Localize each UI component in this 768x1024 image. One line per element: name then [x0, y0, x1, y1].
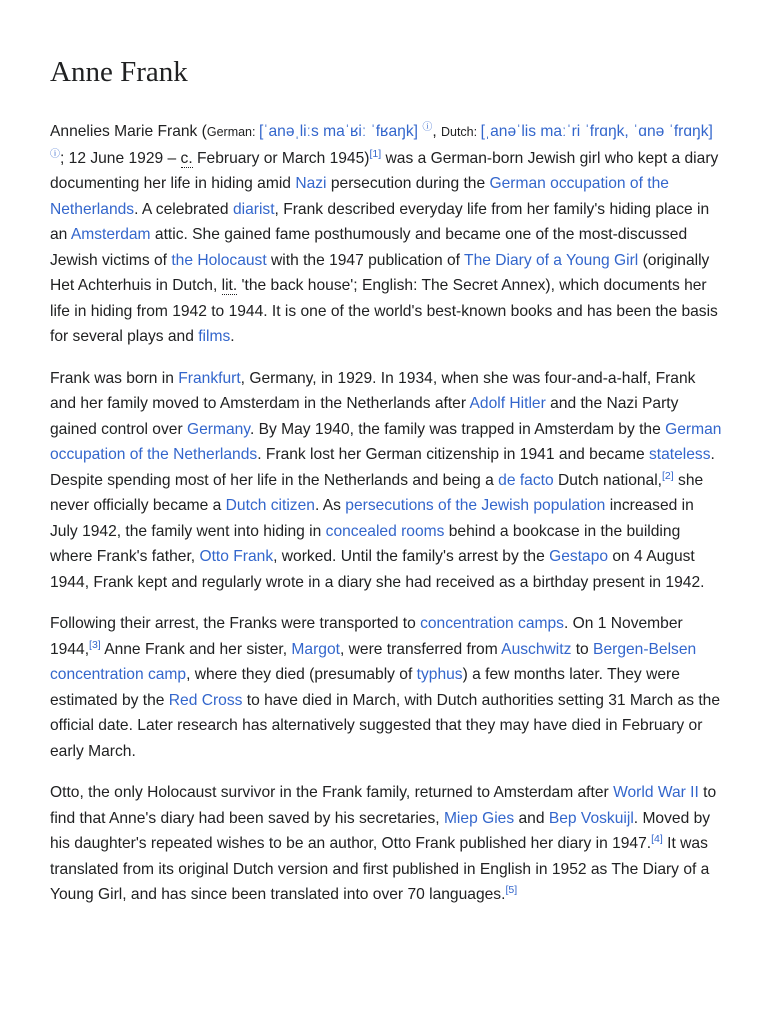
link-bergen-belsen[interactable]: Bergen-Belsen concentration camp [50, 640, 697, 683]
link-frankfurt[interactable]: Frankfurt [178, 369, 241, 387]
link-germany[interactable]: Germany [186, 420, 250, 438]
link-gestapo[interactable]: Gestapo [549, 548, 609, 565]
text: with the 1947 publication of [266, 251, 465, 269]
text: 'the back house'; English: The Secret Annex), which documents her life in hiding from 1942 to 1944. It is one of the world's best-known books and has been the basis for several plays and [50, 277, 718, 345]
link-stateless[interactable]: stateless [648, 446, 711, 463]
link-red-cross[interactable]: Red Cross [168, 691, 243, 709]
paragraph-arrest [50, 611, 722, 764]
text: to find that Anne's diary had been saved by his secretaries, [50, 784, 717, 827]
paragraph-legacy [50, 780, 722, 908]
text: to have died in March, with Dutch authorities setting 31 March as the official date. Later research has alternatively suggested that they may have died in February or early March. [50, 691, 721, 760]
text: Dutch national, [553, 471, 663, 489]
reference-5-link[interactable]: [5] [505, 883, 518, 896]
text: attic. She gained fame posthumously and became one of the most-discussed Jewish victims of [50, 226, 688, 269]
text: , Frank described everyday life from her family's hiding place in an [50, 200, 710, 243]
text: Frank was born in [50, 369, 179, 387]
text: . As [314, 497, 346, 514]
text: and [514, 809, 549, 827]
text: . Despite spending most of her life in the Netherlands and being a [50, 446, 715, 489]
text: persecution during the [326, 175, 490, 192]
text: Anne Frank and her sister, [100, 640, 292, 658]
link-amsterdam[interactable]: Amsterdam [70, 226, 151, 243]
text: , worked. Until the family's arrest by the [273, 548, 550, 565]
circa-abbr: c. [180, 149, 193, 167]
ipa-german-link[interactable]: [ˈanəˌliːs maˈʁiː ˈfʁaŋk] [258, 123, 418, 140]
lang-label-german: German [206, 125, 253, 139]
link-auschwitz[interactable]: Auschwitz [501, 640, 572, 658]
text: , where they died (presumably of [186, 666, 417, 683]
text: , were transferred from [339, 640, 502, 658]
text: to [571, 640, 594, 658]
text: February or March 1945) [192, 149, 370, 167]
text: ; 12 June 1929 – [60, 149, 181, 167]
text: : [473, 125, 481, 139]
text: behind a bookcase in the building where Frank's father, [50, 522, 681, 565]
link-bep-voskuijl[interactable]: Bep Voskuijl [548, 809, 634, 827]
text: It was translated from its original Dutch version and first published in English in 1952 as The Diary of a Young Girl, and has since been translated into over 70 languages. [50, 835, 710, 903]
reference-2-link[interactable]: [2] [662, 469, 674, 482]
text: Otto, the only Holocaust survivor in the Frank family, returned to Amsterdam after [50, 784, 614, 801]
text: . [230, 328, 235, 345]
link-holocaust[interactable]: the Holocaust [171, 251, 267, 269]
text: . Moved by his daughter's repeated wishes to be an author, Otto Frank published her diary in 1947. [50, 809, 711, 852]
link-films[interactable]: films [198, 328, 231, 345]
paragraph-early-life [50, 366, 722, 596]
link-german-occupation-2[interactable]: German occupation of the Netherlands [50, 420, 722, 463]
text: she never officially became a [50, 471, 704, 514]
text: . A celebrated [134, 200, 233, 218]
link-german-occupation[interactable]: German occupation of the Netherlands [50, 175, 669, 218]
text: . By May 1940, the family was trapped in Amsterdam by the [249, 420, 666, 438]
text: : [252, 125, 259, 139]
text: Annelies Marie Frank ( [50, 123, 207, 140]
text: on 4 August 1944, Frank kept and regularly wrote in a diary she had received as a birthday present in 1942. [50, 548, 705, 591]
text: , [432, 123, 441, 140]
text: Following their arrest, the Franks were transported to [50, 615, 421, 632]
ipa-dutch-link[interactable]: [ˌanəˈlis maːˈri ˈfrɑŋk, ˈɑnə ˈfrɑŋk] [480, 123, 713, 140]
link-diary-of-a-young-girl[interactable]: The Diary of a Young Girl [464, 251, 639, 269]
reference-3-link[interactable]: [3] [89, 638, 101, 651]
lit-abbr: lit. [221, 277, 238, 294]
link-adolf-hitler[interactable]: Adolf Hitler [469, 395, 546, 412]
link-de-facto[interactable]: de facto [498, 471, 554, 489]
link-otto-frank[interactable]: Otto Frank [199, 548, 274, 565]
audio-icon[interactable]: ⓘ [50, 148, 60, 160]
text: . Frank lost her German citizenship in 1941 and became [257, 446, 649, 463]
reference-4-link[interactable]: [4] [651, 832, 663, 845]
page-title: Anne Frank [50, 56, 188, 88]
text: (originally Het Achterhuis in Dutch, [50, 251, 710, 294]
link-dutch-citizen[interactable]: Dutch citizen [225, 497, 315, 514]
reference-1-link[interactable]: [1] [369, 147, 382, 160]
text: ) a few months later. They were estimated by the [50, 666, 680, 709]
link-margot[interactable]: Margot [291, 640, 340, 658]
link-concealed-rooms[interactable]: concealed rooms [325, 522, 445, 540]
lang-label-dutch: Dutch [440, 125, 474, 139]
link-diarist[interactable]: diarist [232, 200, 275, 218]
audio-icon[interactable]: ⓘ [422, 121, 433, 133]
text: was a German-born Jewish girl who kept a diary documenting her life in hiding amid [50, 149, 719, 192]
text: increased in July 1942, the family went into hiding in [50, 497, 694, 540]
text: and the Nazi Party gained control over [50, 395, 679, 438]
link-persecutions[interactable]: persecutions of the Jewish population [345, 497, 606, 514]
link-typhus[interactable]: typhus [416, 666, 463, 683]
link-concentration-camps[interactable]: concentration camps [420, 615, 564, 632]
text: , Germany, in 1929. In 1934, when she was four-and-a-half, Frank and her family moved to Amsterdam in the Netherlands after [50, 369, 696, 412]
paragraph-intro [50, 119, 722, 350]
text: . On 1 November 1944, [50, 615, 683, 658]
link-miep-gies[interactable]: Miep Gies [443, 809, 515, 827]
link-nazi[interactable]: Nazi [295, 175, 327, 192]
article-body [50, 119, 722, 924]
link-world-war-ii[interactable]: World War II [613, 784, 699, 801]
